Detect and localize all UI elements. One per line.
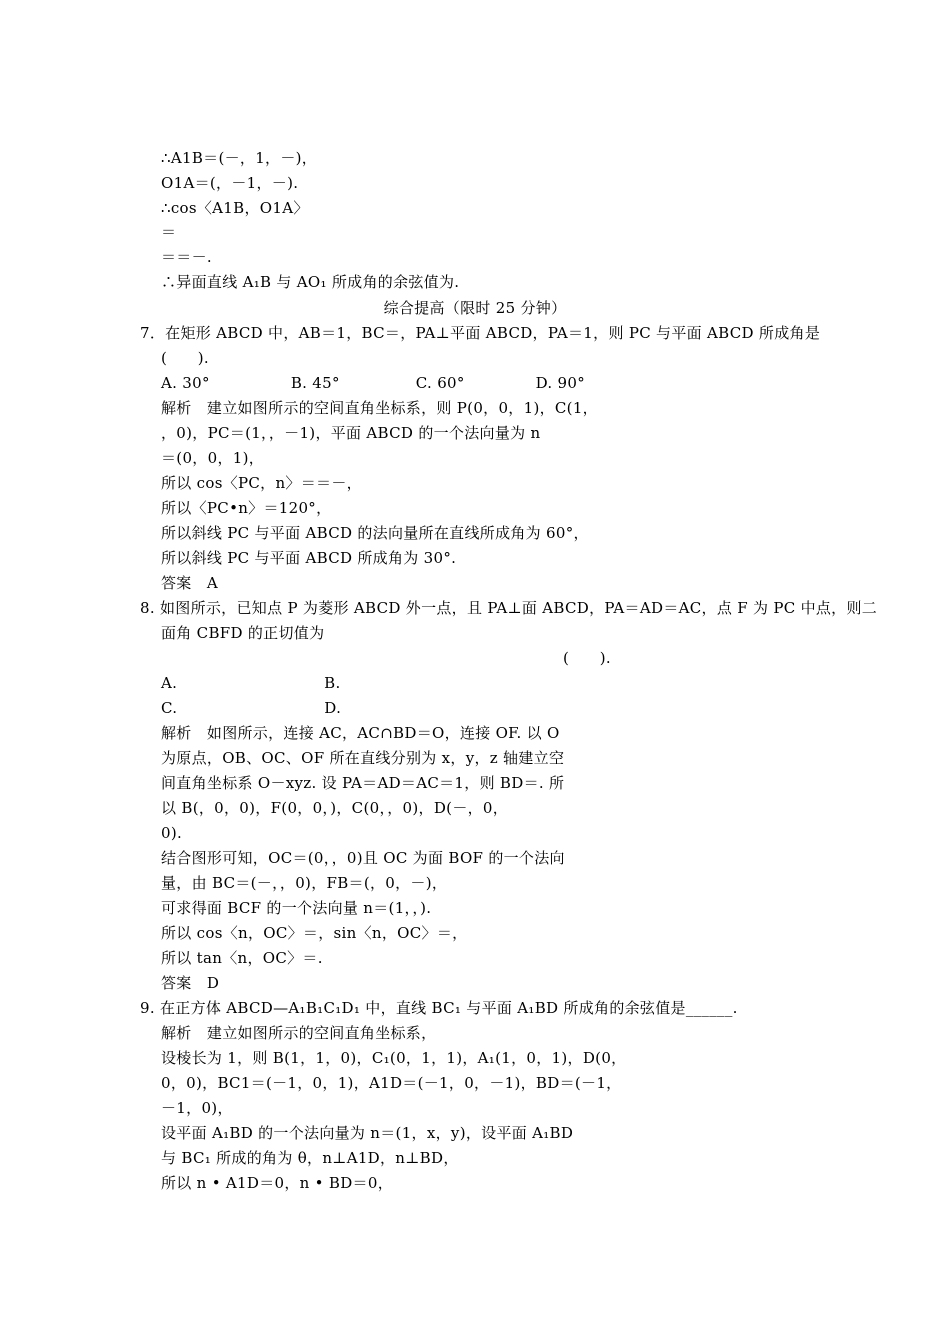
text-line: 所以〈PC•n〉＝120°，: [161, 499, 332, 517]
question-9: 9. 在正方体 ABCD—A₁B₁C₁D₁ 中，直线 BC₁ 与平面 A₁BD 所成角的余弦值是______.: [140, 999, 738, 1017]
text-line: 间直角坐标系 O－xyz. 设 PA＝AD＝AC＝1，则 BD＝. 所: [161, 774, 565, 792]
text-line: 解析 建立如图所示的空间直角坐标系，则 P(0，0，1)，C(1，: [161, 399, 598, 417]
text-line: 所以斜线 PC 与平面 ABCD 所成角为 30°.: [161, 549, 457, 567]
question-8: 8. 如图所示，已知点 P 为菱形 ABCD 外一点，且 PA⊥面 ABCD，PA＝AD＝AC，点 F 为 PC 中点，则二: [140, 599, 878, 617]
text-line: 可求得面 BCF 的一个法向量 n＝(1，，).: [161, 899, 432, 917]
text-line: 面角 CBFD 的正切值为: [161, 624, 325, 642]
text-line: ，0)，PC＝(1，，－1)，平面 ABCD 的一个法向量为 n: [161, 424, 541, 442]
text-line: 量，由 BC＝(－，，0)，FB＝(，0，－)，: [161, 874, 448, 892]
text-line: 解析 如图所示，连接 AC，AC∩BD＝O，连接 OF. 以 O: [161, 724, 560, 742]
text-line: －1，0)，: [161, 1099, 233, 1117]
text-line: 所以 n • A1D＝0，n • BD＝0，: [161, 1174, 393, 1192]
text-line: 所以 cos〈n，OC〉＝，sin〈n，OC〉＝，: [161, 924, 468, 942]
text-line: 结合图形可知，OC＝(0，，0)且 OC 为面 BOF 的一个法向: [161, 849, 565, 867]
text-line: O1A＝(，－1，－).: [161, 174, 299, 192]
text-line: ＝(0，0，1)，: [161, 449, 265, 467]
text-line: ∴异面直线 A₁B 与 AO₁ 所成角的余弦值为.: [161, 273, 460, 291]
text-line: 所以斜线 PC 与平面 ABCD 的法向量所在直线所成角为 60°，: [161, 524, 589, 542]
text-line: ＝＝－.: [161, 248, 212, 266]
text-line: ( ).: [563, 649, 611, 667]
answer-line: 答案 A: [161, 574, 219, 592]
text-line: 0，0)，BC1＝(－1，0，1)，A1D＝(－1，0，－1)，BD＝(－1，: [161, 1074, 622, 1092]
text-line: 与 BC₁ 所成的角为 θ，n⊥A1D，n⊥BD，: [161, 1149, 459, 1167]
text-line: ＝: [161, 223, 177, 241]
text-line: 设棱长为 1，则 B(1，1，0)，C₁(0，1，1)，A₁(1，0，1)，D(0，: [161, 1049, 627, 1067]
answer-options: C. D.: [161, 699, 342, 717]
text-line: ∴A1B＝(－，1，－)，: [161, 149, 318, 167]
text-line: 所以 cos〈PC，n〉＝＝－，: [161, 474, 362, 492]
text-line: 设平面 A₁BD 的一个法向量为 n＝(1，x，y)，设平面 A₁BD: [161, 1124, 574, 1142]
text-line: 以 B(，0，0)，F(0，0，)，C(0，，0)，D(－，0，: [161, 799, 509, 817]
question-7: 7．在矩形 ABCD 中，AB＝1，BC＝，PA⊥平面 ABCD，PA＝1，则 PC 与平面 ABCD 所成角是: [140, 324, 821, 342]
text-line: 0).: [161, 824, 183, 842]
answer-options: A. 30° B. 45° C. 60° D. 90°: [161, 374, 586, 392]
text-line: 解析 建立如图所示的空间直角坐标系，: [161, 1024, 437, 1042]
answer-line: 答案 D: [161, 974, 220, 992]
section-heading: 综合提高（限时 25 分钟）: [383, 299, 567, 317]
answer-options: A. B.: [161, 674, 341, 692]
text-line: 为原点，OB、OC、OF 所在直线分别为 x，y，z 轴建立空: [161, 749, 565, 767]
text-line: 所以 tan〈n，OC〉＝.: [161, 949, 323, 967]
text-line: ∴cos〈A1B，O1A〉: [161, 199, 309, 217]
text-line: ( ).: [161, 349, 209, 367]
